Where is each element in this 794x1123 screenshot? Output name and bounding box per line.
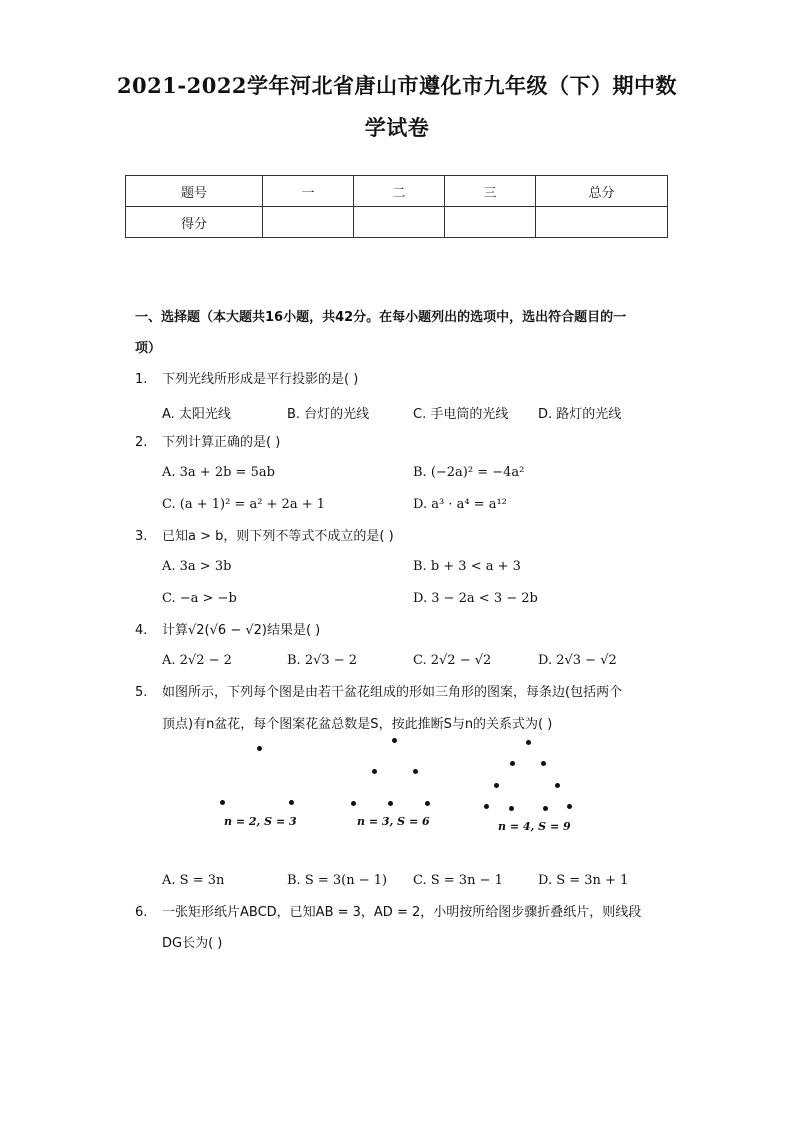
flower-pot-dot (413, 769, 418, 774)
question-text: 一张矩形纸片ABCD，已知AB = 3，AD = 2，小明按所给图步骤折叠纸片，则线段 (162, 905, 642, 920)
option-b[interactable]: B. 2√3 − 2 (287, 653, 358, 668)
flower-pot-dot (484, 804, 489, 809)
score-cell: 题号 (126, 176, 263, 207)
flower-pot-dot (289, 800, 294, 805)
option-d[interactable]: D. 2√3 − √2 (538, 653, 617, 668)
score-table-score-row (126, 207, 668, 238)
flower-pot-dot (372, 769, 377, 774)
score-cell: 三 (445, 176, 536, 207)
question-text: 计算√2(√6 − √2)结果是( ) (162, 623, 321, 638)
option-a[interactable]: A. S = 3n (162, 873, 225, 888)
question-number: 2. (135, 435, 148, 450)
flower-pot-dot (541, 761, 546, 766)
section-heading-cont: 项） (135, 341, 162, 356)
question-text: 已知a > b，则下列不等式不成立的是( ) (162, 529, 394, 544)
option-d[interactable]: D. 路灯的光线 (538, 407, 622, 422)
option-c[interactable]: C. −a > −b (162, 591, 237, 606)
question-number: 4. (135, 623, 148, 638)
flower-pot-dot (510, 761, 515, 766)
flower-pot-triangle-figure (200, 735, 600, 845)
score-cell: 得分 (126, 207, 263, 238)
flower-pot-dot (392, 738, 397, 743)
score-entry-cell[interactable] (263, 207, 354, 238)
option-c[interactable]: C. (a + 1)² = a² + 2a + 1 (162, 497, 326, 512)
flower-pot-dot (567, 804, 572, 809)
option-b[interactable]: B. b + 3 < a + 3 (413, 559, 521, 574)
score-table-header-row (126, 176, 668, 207)
flower-pot-dot (509, 806, 514, 811)
flower-pot-dot (220, 800, 225, 805)
option-a[interactable]: A. 3a > 3b (162, 559, 232, 574)
score-table (125, 175, 668, 238)
option-b[interactable]: B. 台灯的光线 (287, 407, 370, 422)
figure-caption: n = 3, S = 6 (357, 815, 430, 828)
question-number: 1. (135, 372, 148, 387)
figure-caption: n = 4, S = 9 (498, 820, 571, 833)
question-number: 5. (135, 685, 148, 700)
option-c[interactable]: C. S = 3n − 1 (413, 873, 503, 888)
flower-pot-dot (494, 783, 499, 788)
figure-caption: n = 2, S = 3 (224, 815, 297, 828)
score-entry-cell[interactable] (536, 207, 668, 238)
flower-pot-dot (257, 746, 262, 751)
flower-pot-dot (543, 806, 548, 811)
option-a[interactable]: A. 太阳光线 (162, 407, 231, 422)
score-cell: 二 (354, 176, 445, 207)
question-text-cont: DG长为( ) (162, 936, 223, 951)
score-cell: 一 (263, 176, 354, 207)
flower-pot-dot (388, 801, 393, 806)
option-c[interactable]: C. 手电筒的光线 (413, 407, 509, 422)
question-text: 下列光线所形成是平行投影的是( ) (162, 372, 359, 387)
score-entry-cell[interactable] (354, 207, 445, 238)
exam-title-line1: 2021-2022学年河北省唐山市遵化市九年级（下）期中数 (116, 73, 678, 98)
question-text: 下列计算正确的是( ) (162, 435, 281, 450)
flower-pot-dot (526, 740, 531, 745)
option-d[interactable]: D. 3 − 2a < 3 − 2b (413, 591, 538, 606)
question-number: 6. (135, 905, 148, 920)
question-number: 3. (135, 529, 148, 544)
option-b[interactable]: B. S = 3(n − 1) (287, 873, 388, 888)
exam-title-line2: 学试卷 (364, 115, 430, 140)
flower-pot-dot (425, 801, 430, 806)
option-d[interactable]: D. a³ · a⁴ = a¹² (413, 497, 507, 512)
flower-pot-dot (351, 801, 356, 806)
question-text-cont: 顶点)有n盆花，每个图案花盆总数是S，按此推断S与n的关系式为( ) (162, 717, 553, 732)
option-c[interactable]: C. 2√2 − √2 (413, 653, 492, 668)
score-entry-cell[interactable] (445, 207, 536, 238)
flower-pot-dot (555, 783, 560, 788)
option-d[interactable]: D. S = 3n + 1 (538, 873, 629, 888)
question-text: 如图所示，下列每个图是由若干盆花组成的形如三角形的图案，每条边(包括两个 (162, 685, 623, 700)
option-a[interactable]: A. 3a + 2b = 5ab (162, 465, 275, 480)
option-b[interactable]: B. (−2a)² = −4a² (413, 465, 525, 480)
score-cell: 总分 (536, 176, 668, 207)
option-a[interactable]: A. 2√2 − 2 (162, 653, 232, 668)
section-heading: 一、选择题（本大题共16小题，共42分。在每小题列出的选项中，选出符合题目的一 (135, 310, 627, 325)
